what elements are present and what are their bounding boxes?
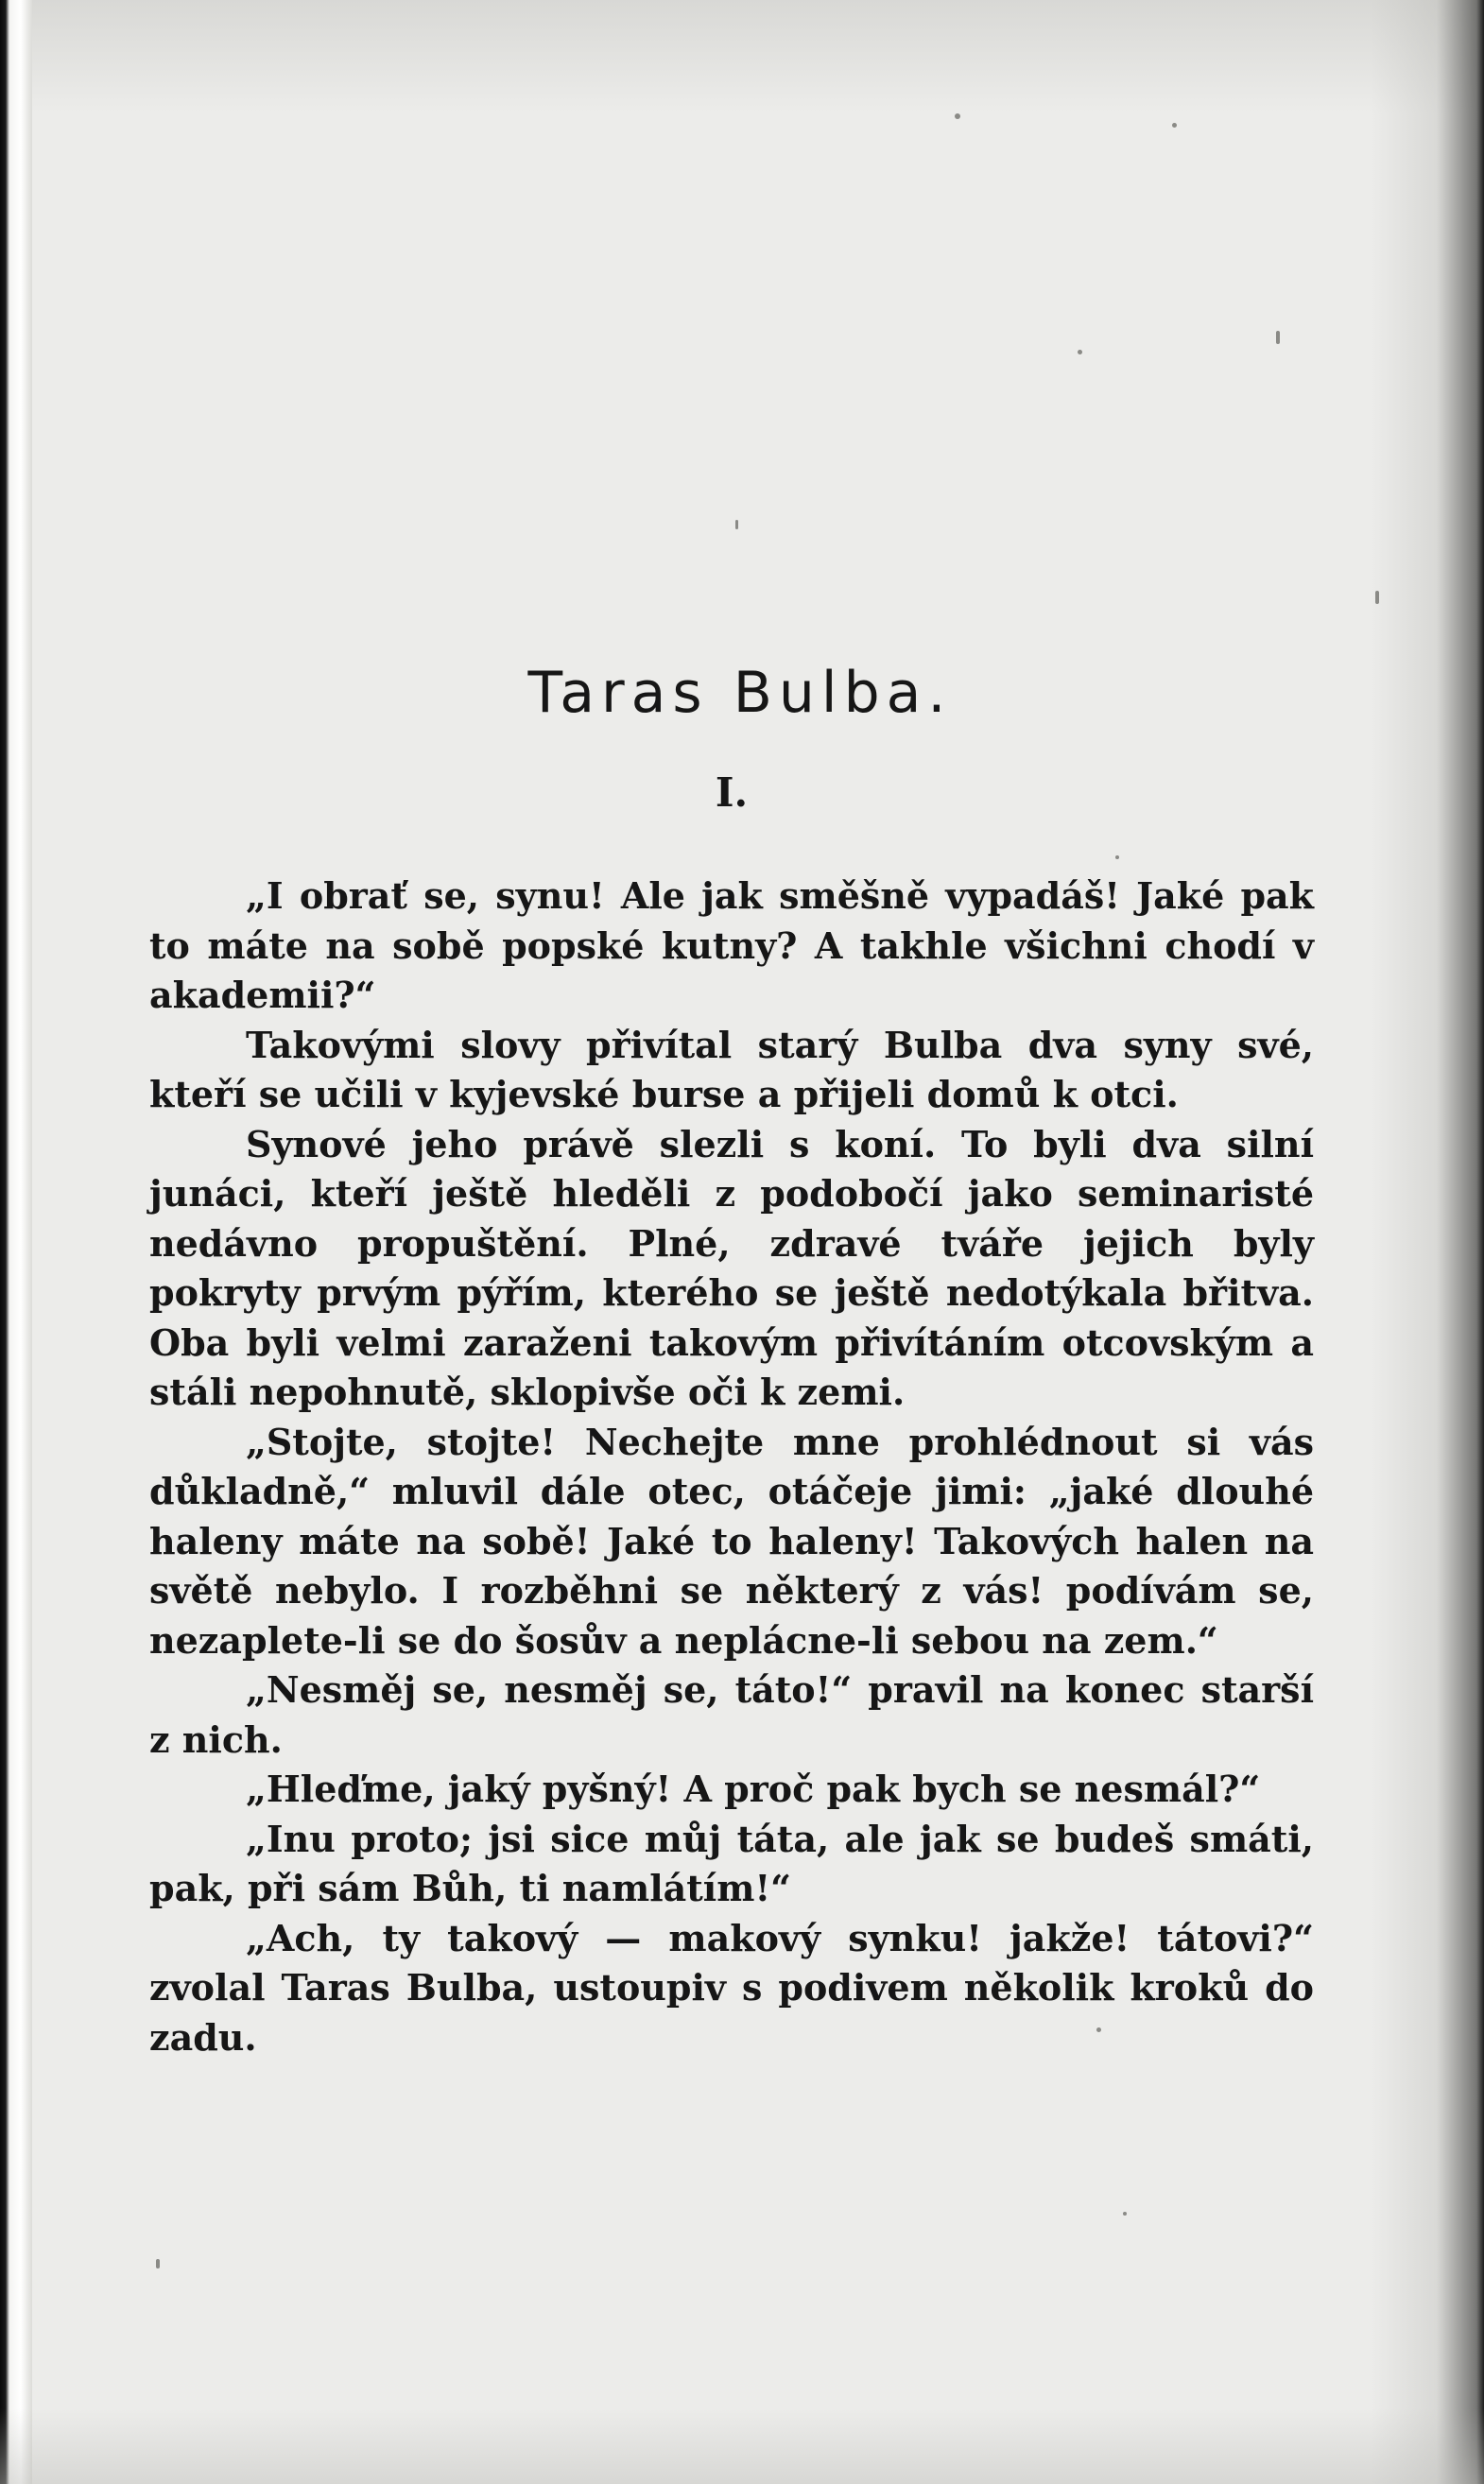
paper-speck: [955, 113, 960, 119]
paper-speck: [1375, 591, 1379, 604]
paper-speck: [1276, 331, 1280, 344]
scan-right-shadow: [1371, 0, 1484, 2484]
paragraph: „Nesměj se, nesměj se, táto!“ pravil na konec starší z nich.: [149, 1668, 1314, 1761]
chapter-number: I.: [715, 769, 749, 816]
paper-speck: [735, 520, 738, 529]
paragraph: „I obrať se, synu! Ale jak směšně vypadáš! Jaké pak to máte na sobě popské kutny? A takhle všichni chodí v akademii?“: [149, 874, 1314, 1017]
paragraph: „Inu proto; jsi sice můj táta, ale jak se budeš smáti, pak, při sám Bůh, ti namlátím!“: [149, 1817, 1314, 1910]
paragraph: „Stojte, stojte! Nechejte mne prohlédnout si vás důkladně,“ mluvil dále otec, otáčeje jimi: „jaké dlouhé haleny máte na sobě! Jaké to haleny! Takových halen na světě nebylo. I rozběhni se některý z vás! podívám se, nezaplete-li se do šosův a neplácne-li sebou na zem.“: [149, 1420, 1314, 1662]
paper-speck: [156, 2259, 160, 2268]
page-content: [149, 662, 1314, 2062]
scan-top-shadow: [0, 0, 1484, 113]
binding-edge: [0, 0, 32, 2484]
paragraph: Takovými slovy přivítal starý Bulba dva syny své, kteří se učili v kyjevské burse a přijeli domů k otci.: [149, 1023, 1314, 1116]
paper-speck: [1172, 123, 1177, 128]
book-title: Taras Bulba.: [527, 660, 953, 726]
paper-speck: [1078, 350, 1082, 354]
scan-bottom-shadow: [0, 2408, 1484, 2484]
paragraph: „Ach, ty takový — makový synku! jakže! tátovi?“ zvolal Taras Bulba, ustoupiv s podivem několik kroků do zadu.: [149, 1916, 1314, 2059]
paragraph: „Hleďme, jaký pyšný! A proč pak bych se nesmál?“: [246, 1768, 1261, 1811]
paper-speck: [1123, 2212, 1127, 2216]
paragraph: Synové jeho právě slezli s koní. To byli dva silní junáci, kteří ještě hleděli z podobočí jako seminaristé nedávno propuštění. Plné, zdravé tváře jejich byly pokryty prvým pýřím, kterého se ještě nedotýkala břitva. Oba byli velmi zaraženi takovým přivítáním otcovským a stáli nepohnutě, sklopivše oči k zemi.: [149, 1122, 1314, 1414]
